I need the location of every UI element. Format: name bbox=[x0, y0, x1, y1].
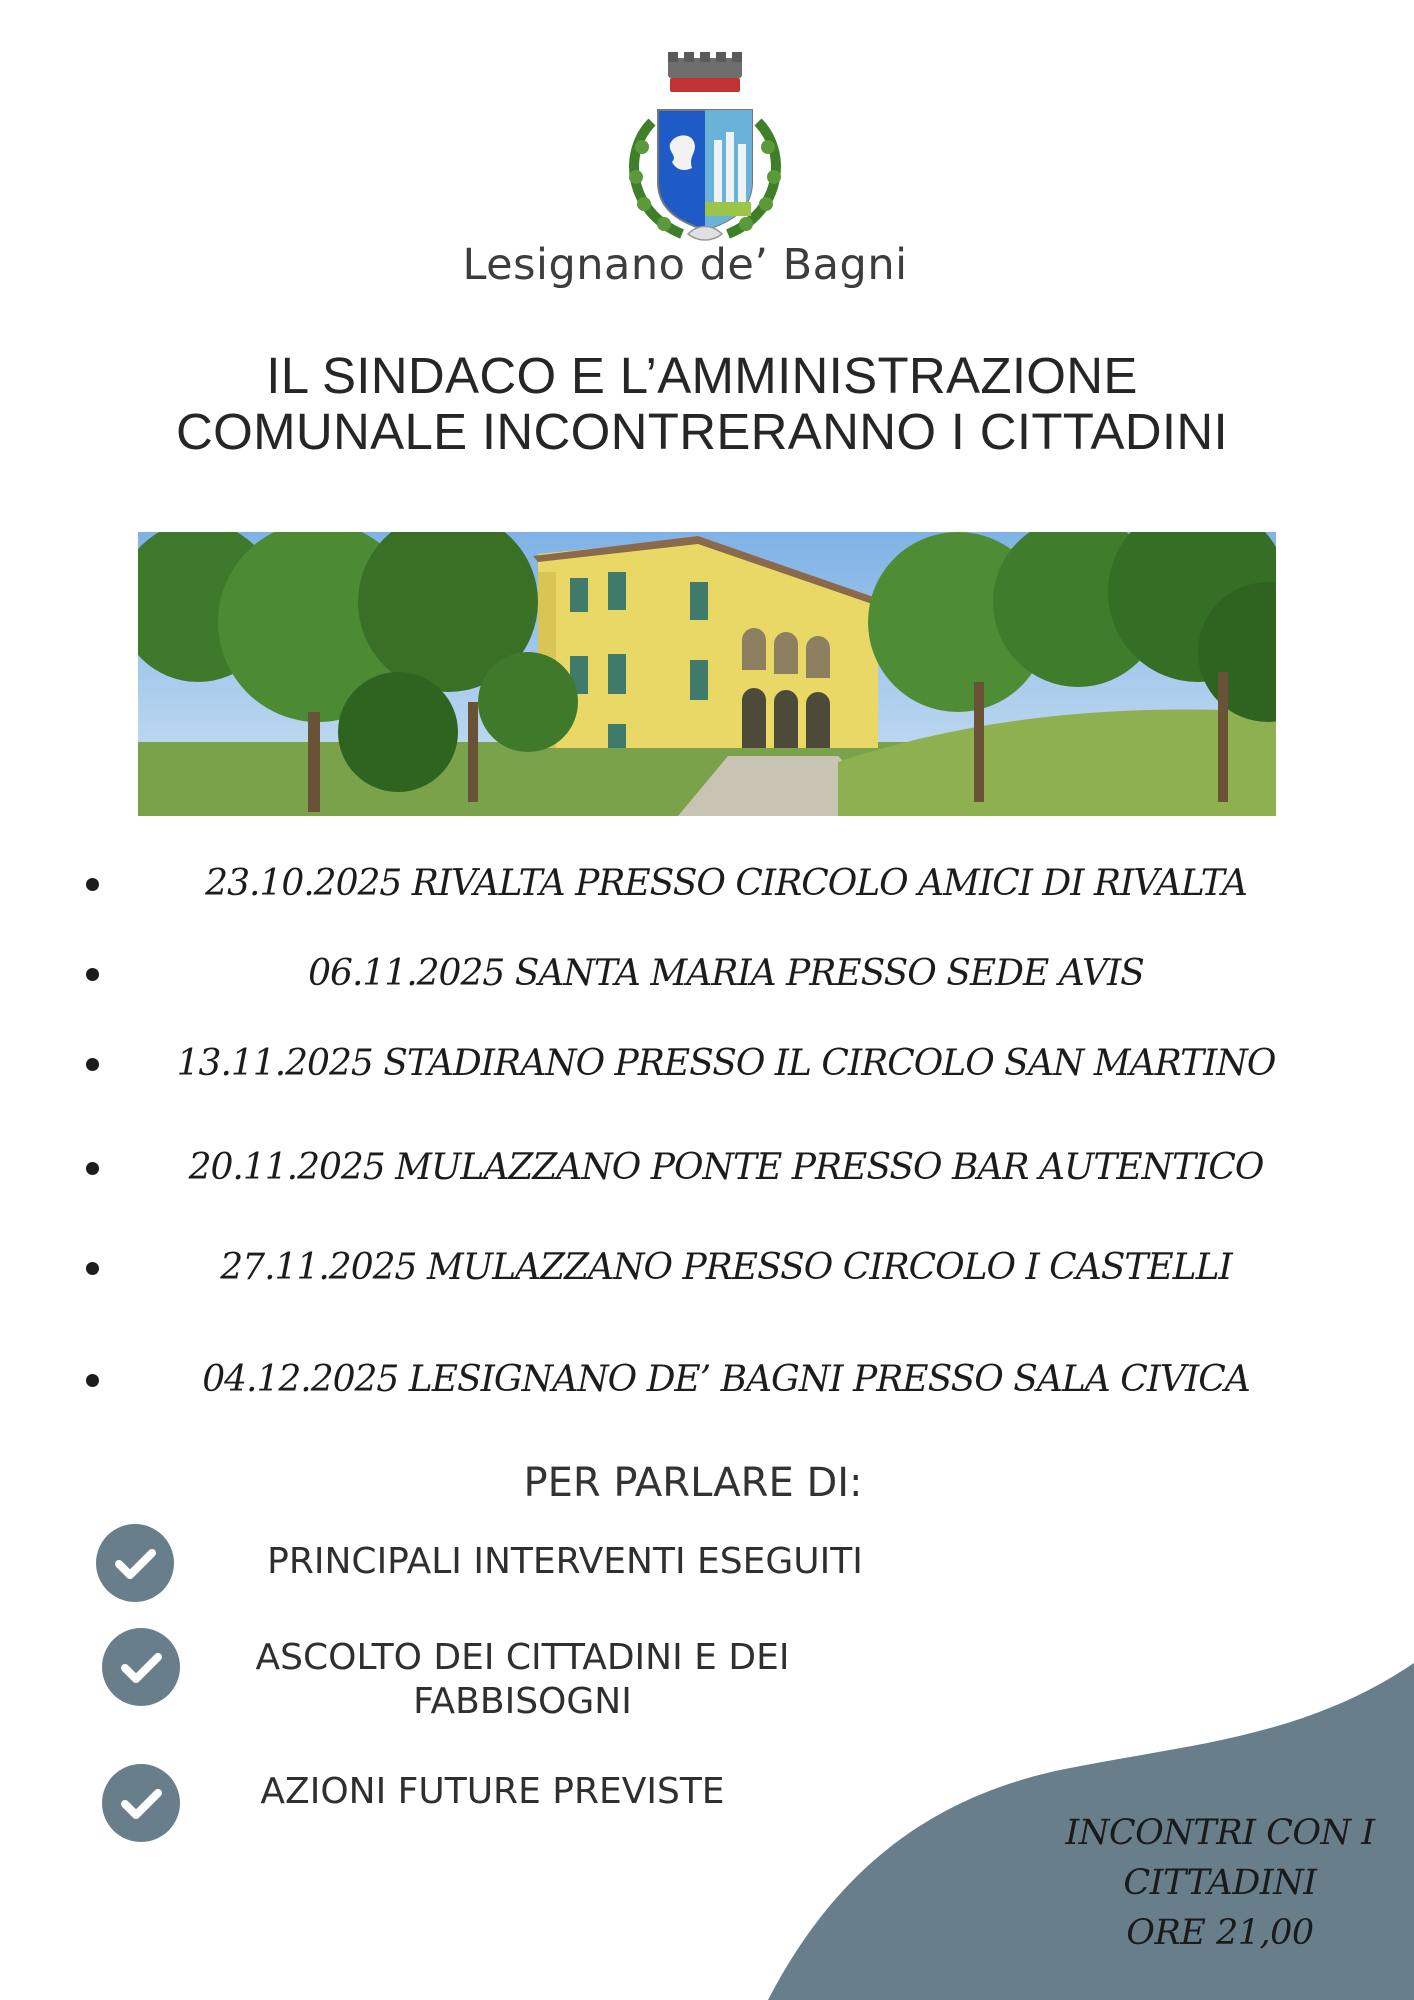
topic-item bbox=[230, 1770, 755, 1814]
meeting-text: 20.11.2025 MULAZZANO PONTE PRESSO BAR AUTENTICO bbox=[188, 1147, 1264, 1188]
meeting-item bbox=[86, 944, 1326, 1004]
checkmark-icon bbox=[102, 1628, 180, 1706]
meeting-text: 27.11.2025 MULAZZANO PRESSO CIRCOLO I CASTELLI bbox=[220, 1247, 1232, 1288]
bullet-icon bbox=[86, 1374, 99, 1387]
meeting-item bbox=[86, 1350, 1326, 1410]
topic-item bbox=[200, 1636, 845, 1724]
meeting-text: 23.10.2025 RIVALTA PRESSO CIRCOLO AMICI DI RIVALTA bbox=[205, 863, 1247, 904]
meeting-text: 06.11.2025 SANTA MARIA PRESSO SEDE AVIS bbox=[308, 953, 1144, 994]
topic-item bbox=[230, 1540, 900, 1584]
footer-line-3: ORE 21,00 bbox=[1126, 1913, 1314, 1953]
topics-heading: PER PARLARE DI: bbox=[523, 1460, 863, 1506]
footer-line-2: CITTADINI bbox=[1123, 1863, 1317, 1903]
headline-line-1: IL SINDACO E L’AMMINISTRAZIONE bbox=[266, 347, 1138, 404]
topic-text: PRINCIPALI INTERVENTI ESEGUITI bbox=[267, 1541, 863, 1582]
topic-text-line-2: FABBISOGNI bbox=[413, 1681, 632, 1722]
meeting-text: 13.11.2025 STADIRANO PRESSO IL CIRCOLO SAN MARTINO bbox=[176, 1043, 1276, 1084]
bullet-icon bbox=[86, 1058, 99, 1071]
checkmark-icon bbox=[102, 1764, 180, 1842]
meeting-item bbox=[86, 1238, 1326, 1298]
footer-line-1: INCONTRI CON I bbox=[1065, 1813, 1375, 1853]
meeting-item bbox=[86, 1138, 1326, 1198]
meeting-time-note bbox=[1010, 1808, 1414, 1958]
bullet-icon bbox=[86, 1262, 99, 1275]
headline bbox=[0, 348, 1404, 460]
meeting-item bbox=[86, 854, 1326, 914]
municipal-crest-logo bbox=[612, 52, 798, 252]
checkmark-icon bbox=[96, 1524, 174, 1602]
villa-photo bbox=[138, 532, 1276, 816]
town-name: Lesignano de’ Bagni bbox=[462, 240, 908, 290]
topic-text-line-1: ASCOLTO DEI CITTADINI E DEI bbox=[255, 1637, 790, 1678]
bullet-icon bbox=[86, 1162, 99, 1175]
meeting-text: 04.12.2025 LESIGNANO DE’ BAGNI PRESSO SALA CIVICA bbox=[202, 1359, 1250, 1400]
meeting-item bbox=[86, 1034, 1326, 1094]
headline-line-2: COMUNALE INCONTRERANNO I CITTADINI bbox=[176, 403, 1228, 460]
bullet-icon bbox=[86, 878, 99, 891]
bullet-icon bbox=[86, 968, 99, 981]
topic-text: AZIONI FUTURE PREVISTE bbox=[260, 1771, 725, 1812]
